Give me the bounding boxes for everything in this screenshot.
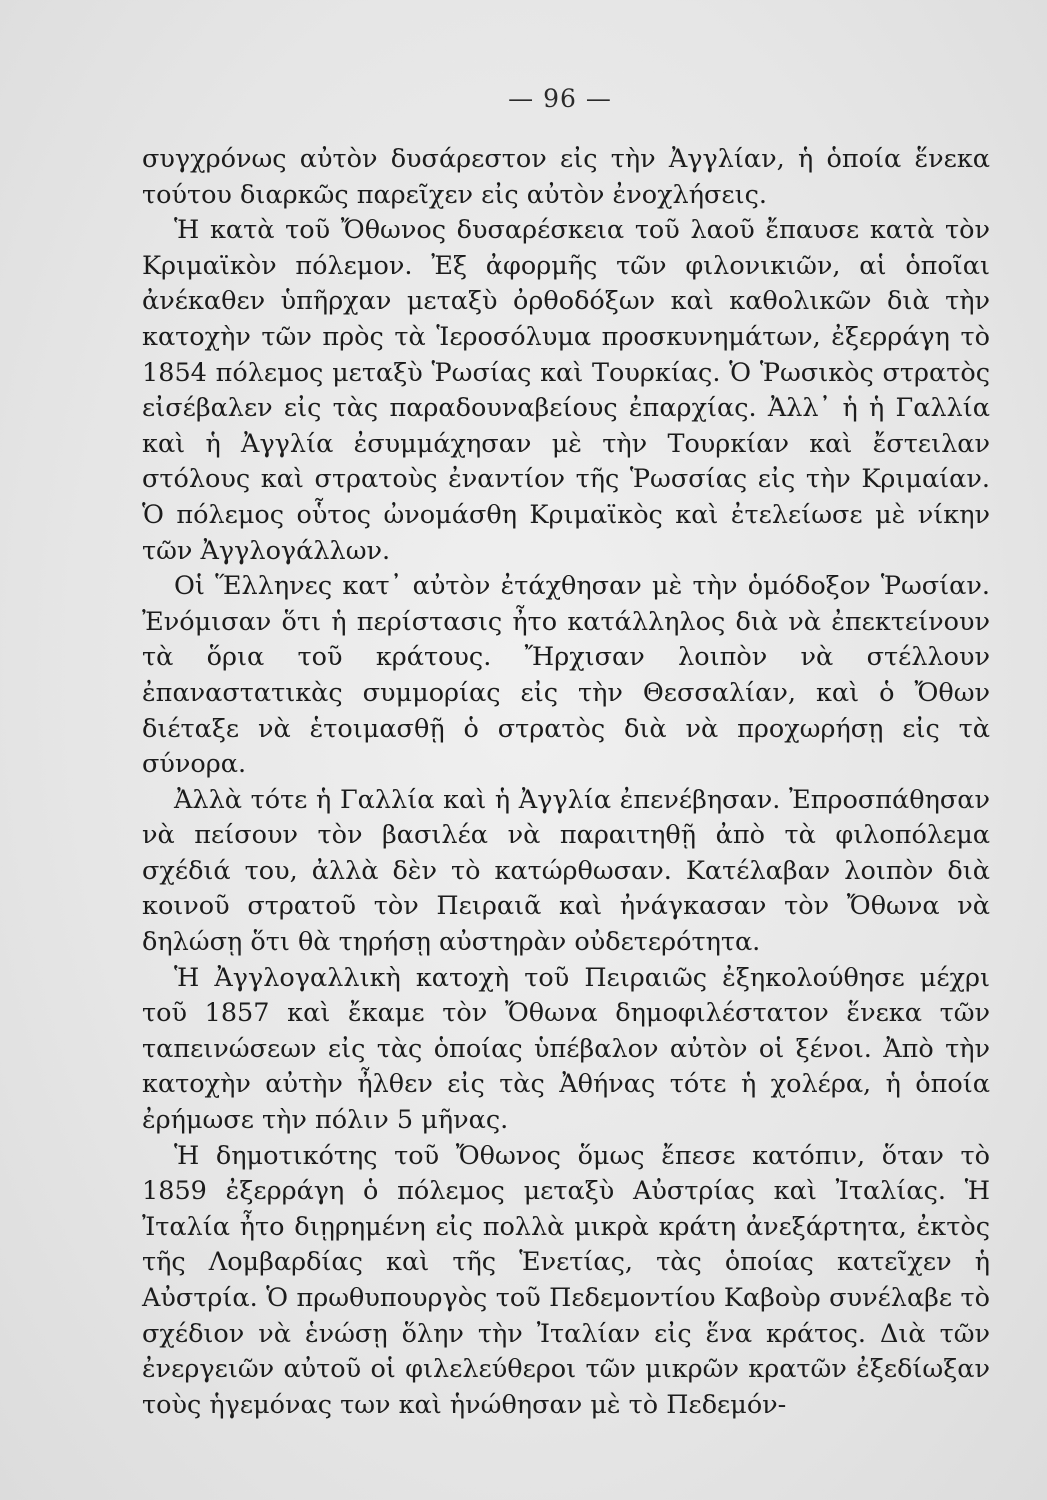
paragraph-3: Οἱ Ἕλληνες κατ᾽ αὐτὸν ἐτάχθησαν μὲ τὴν ὁμόδοξον Ῥωσίαν. Ἐνόμισαν ὅτι ἡ περίστασις ἦτο κατάλληλος διὰ νὰ ἐπεκτείνουν τὰ ὅρια τοῦ κράτους. Ἤρχισαν λοιπὸν νὰ στέλλουν ἐπαναστατικὰς συμμορίας εἰς τὴν Θεσσαλίαν, καὶ ὁ Ὄθων διέταξε νὰ ἑτοιμασθῇ ὁ στρατὸς διὰ νὰ προχωρήσῃ εἰς τὰ σύνορα. xyxy=(142,571,990,780)
page-number: — 96 — xyxy=(508,84,612,113)
paragraph-5: Ἡ Ἀγγλογαλλικὴ κατοχὴ τοῦ Πειραιῶς ἐξηκολούθησε μέχρι τοῦ 1857 καὶ ἔκαμε τὸν Ὄθωνα δημοφιλέστατον ἕνεκα τῶν ταπεινώσεων εἰς τὰς ὁποίας ὑπέβαλον αὐτὸν οἱ ξένοι. Ἀπὸ τὴν κατοχὴν αὐτὴν ἦλθεν εἰς τὰς Ἀθήνας τότε ἡ χολέρα, ἡ ὁποία ἐρήμωσε τὴν πόλιν 5 μῆνας. xyxy=(142,962,990,1136)
paragraph-6: Ἡ δημοτικότης τοῦ Ὄθωνος ὅμως ἔπεσε κατόπιν, ὅταν τὸ 1859 ἐξερράγη ὁ πόλεμος μεταξὺ Αὐστρίας καὶ Ἰταλίας. Ἡ Ἰταλία ἦτο διῃρημένη εἰς πολλὰ μικρὰ κράτη ἀνεξάρτητα, ἐκτὸς τῆς Λομβαρδίας καὶ τῆς Ἑνετίας, τὰς ὁποίας κατεῖχεν ἡ Αὐστρία. Ὁ πρωθυπουργὸς τοῦ Πεδεμοντίου Καβοὺρ συνέλαβε τὸ σχέδιον νὰ ἑνώσῃ ὅλην τὴν Ἰταλίαν εἰς ἕνα κράτος. Διὰ τῶν ἐνεργειῶν αὐτοῦ οἱ φιλελεύθεροι τῶν μικρῶν κρατῶν ἐξεδίωξαν τοὺς ἡγεμόνας των καὶ ἡνώθησαν μὲ τὸ Πεδεμόν- xyxy=(142,1140,990,1420)
paragraph-4: Ἀλλὰ τότε ἡ Γαλλία καὶ ἡ Ἀγγλία ἐπενέβησαν. Ἐπροσπάθησαν νὰ πείσουν τὸν βασιλέα νὰ παραιτηθῇ ἀπὸ τὰ φιλοπόλεμα σχέδιά του, ἀλλὰ δὲν τὸ κατώρθωσαν. Κατέλαβαν λοιπὸν διὰ κοινοῦ στρατοῦ τὸν Πειραιᾶ καὶ ἠνάγκασαν τὸν Ὄθωνα νὰ δηλώσῃ ὅτι θὰ τηρήσῃ αὐστηρὰν οὐδετερότητα. xyxy=(142,784,990,958)
body-text xyxy=(142,142,990,1423)
paragraph-1: συγχρόνως αὐτὸν δυσάρεστον εἰς τὴν Ἀγγλίαν, ἡ ὁποία ἕνεκα τούτου διαρκῶς παρεῖχεν εἰς αὐτὸν ἐνοχλήσεις. xyxy=(142,144,990,210)
paragraph-2: Ἡ κατὰ τοῦ Ὄθωνος δυσαρέσκεια τοῦ λαοῦ ἔπαυσε κατὰ τὸν Κριμαϊκὸν πόλεμον. Ἐξ ἀφορμῆς τῶν φιλονικιῶν, αἱ ὁποῖαι ἀνέκαθεν ὑπῆρχαν μεταξὺ ὀρθοδόξων καὶ καθολικῶν διὰ τὴν κατοχὴν τῶν πρὸς τὰ Ἱεροσόλυμα προσκυνημάτων, ἐξερράγη τὸ 1854 πόλεμος μεταξὺ Ῥωσίας καὶ Τουρκίας. Ὁ Ῥωσικὸς στρατὸς εἰσέβαλεν εἰς τὰς παραδουναβείους ἐπαρχίας. Ἀλλ᾽ ἡ ἡ Γαλλία καὶ ἡ Ἀγγλία ἐσυμμάχησαν μὲ τὴν Τουρκίαν καὶ ἔστειλαν στόλους καὶ στρατοὺς ἐναντίον τῆς Ῥωσσίας εἰς τὴν Κριμαίαν. Ὁ πόλεμος οὗτος ὠνομάσθη Κριμαϊκὸς καὶ ἐτελείωσε μὲ νίκην τῶν Ἀγγλογάλλων. xyxy=(142,215,990,566)
